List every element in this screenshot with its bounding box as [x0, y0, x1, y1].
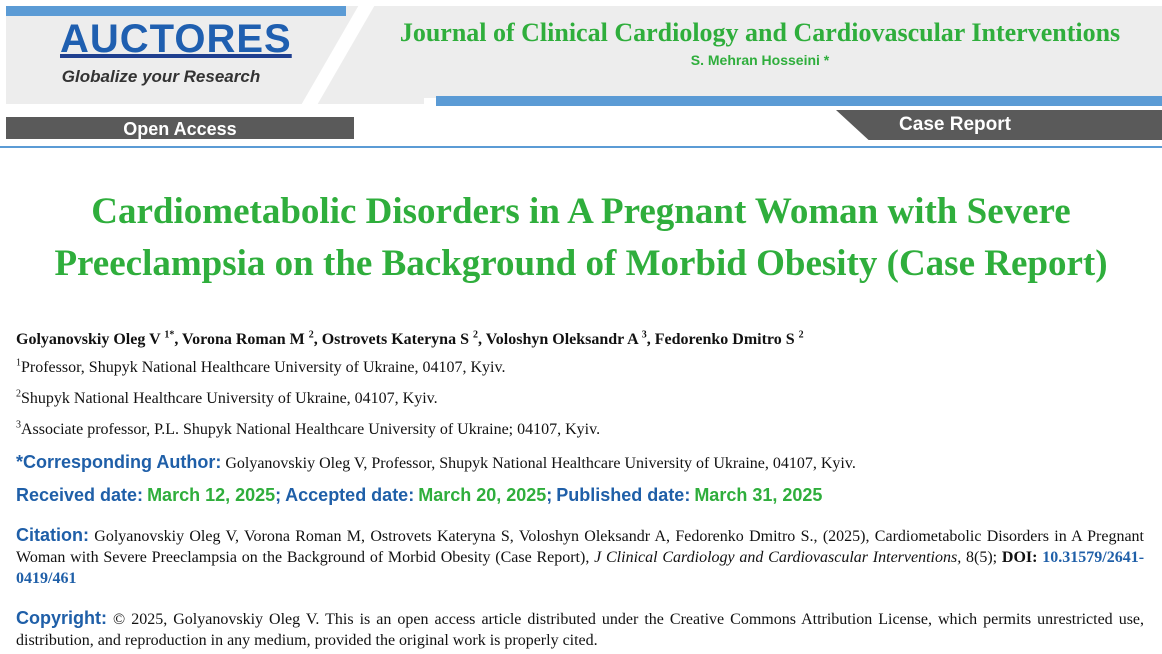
citation-volume: 8(5); — [966, 549, 998, 566]
author-name: Vorona Roman M — [182, 331, 305, 348]
affiliation-number: 2 — [16, 388, 21, 400]
citation-label: Citation: — [16, 525, 89, 545]
header-blue-band — [436, 96, 1162, 106]
received-date-label: Received date: — [16, 485, 144, 505]
affiliation-text: Professor, Shupyk National Healthcare University of Ukraine, 04107, Kyiv. — [21, 359, 506, 376]
affiliation-text: Associate professor, P.L. Shupyk National Healthcare University of Ukraine; 04107, Kyiv. — [21, 421, 601, 438]
copyright-label: Copyright: — [16, 608, 107, 628]
open-access-badge: Open Access — [6, 117, 354, 139]
article-title-line: Preeclampsia on the Background of Morbid Obesity (Case Report) — [54, 243, 1108, 284]
article-title — [0, 186, 1162, 290]
publisher-tagline: Globalize your Research — [61, 67, 261, 86]
author-name: Voloshyn Oleksandr A — [485, 331, 638, 348]
received-date: March 12, 2025 — [147, 485, 276, 505]
doi-label: DOI: — [1001, 549, 1038, 566]
author-name: Golyanovskiy Oleg V — [16, 331, 161, 348]
journal-editor: S. Mehran Hosseini * — [690, 52, 830, 68]
accepted-date: March 20, 2025 — [418, 485, 547, 505]
copyright-block — [16, 608, 1144, 651]
corresponding-author — [16, 452, 1156, 474]
header-rule — [0, 146, 1162, 148]
citation-text: Golyanovskiy Oleg V, Vorona Roman M, Ostrovets Kateryna S, Voloshyn Oleksandr A, Fedorenko Dmitro S., (2025), Cardiometabolic Disorders in A Pregnant Woman with Severe Preeclampsia on the Background of Morbid Obesity (Case Report), — [16, 528, 1144, 566]
logo-accent-stripe — [6, 6, 346, 16]
corresponding-author-label: *Corresponding Author: — [16, 452, 222, 472]
affiliation-number: 3 — [16, 419, 21, 431]
citation-block — [16, 525, 1144, 589]
author-affiliation-mark: 2 — [472, 329, 478, 341]
corresponding-author-text: Golyanovskiy Oleg V, Professor, Shupyk National Healthcare University of Ukraine, 04107, Kyiv. — [225, 455, 856, 472]
journal-name: Journal of Clinical Cardiology and Cardiovascular Interventions — [399, 18, 1121, 47]
journal-header — [0, 0, 1162, 150]
author-affiliation-mark: 2 — [798, 329, 804, 341]
author-list: Golyanovskiy Oleg V $^{1*}$, Vorona Roman M $^2$, Ostrovets Kateryna S $^2$, Voloshyn Oleksandr A $^3$, Fedorenko Dmitro S $^2$ — [16, 329, 804, 348]
copyright-year: © 2025, — [113, 611, 168, 628]
author-affiliation-mark: 1* — [164, 329, 175, 341]
article-dates: Received date: March 12, 2025; Accepted date: March 20, 2025; Published date: March 31, 2025 — [16, 485, 823, 505]
affiliation-number: 1 — [16, 357, 21, 369]
published-date-label: Published date: — [556, 485, 691, 505]
affiliation-item — [16, 358, 1156, 378]
publisher-logo[interactable]: AUCTORES — [60, 17, 292, 61]
article-title-line: Cardiometabolic Disorders in A Pregnant Woman with Severe — [91, 191, 1071, 232]
published-date: March 31, 2025 — [694, 485, 823, 505]
affiliation-item — [16, 389, 1156, 409]
accepted-date-label: Accepted date: — [285, 485, 415, 505]
author-name: Fedorenko Dmitro S — [654, 331, 795, 348]
article-type-label: Case Report — [899, 114, 1011, 135]
citation-journal: J Clinical Cardiology and Cardiovascular Interventions, — [594, 549, 962, 566]
copyright-holder: Golyanovskiy Oleg V. — [173, 611, 320, 628]
author-affiliation-mark: 2 — [308, 329, 314, 341]
author-affiliation-mark: 3 — [641, 329, 647, 341]
affiliation-item — [16, 420, 1156, 440]
affiliation-text: Shupyk National Healthcare University of Ukraine, 04107, Kyiv. — [21, 390, 438, 407]
author-name: Ostrovets Kateryna S — [321, 331, 469, 348]
doi-link[interactable]: 10.31579/2641-0419/461 — [16, 549, 1145, 587]
copyright-text: This is an open access article distributed under the Creative Commons Attribution License, which permits unrestricted use, distribution, and reproduction in any medium, provided the original work is properly cited. — [16, 611, 1145, 649]
